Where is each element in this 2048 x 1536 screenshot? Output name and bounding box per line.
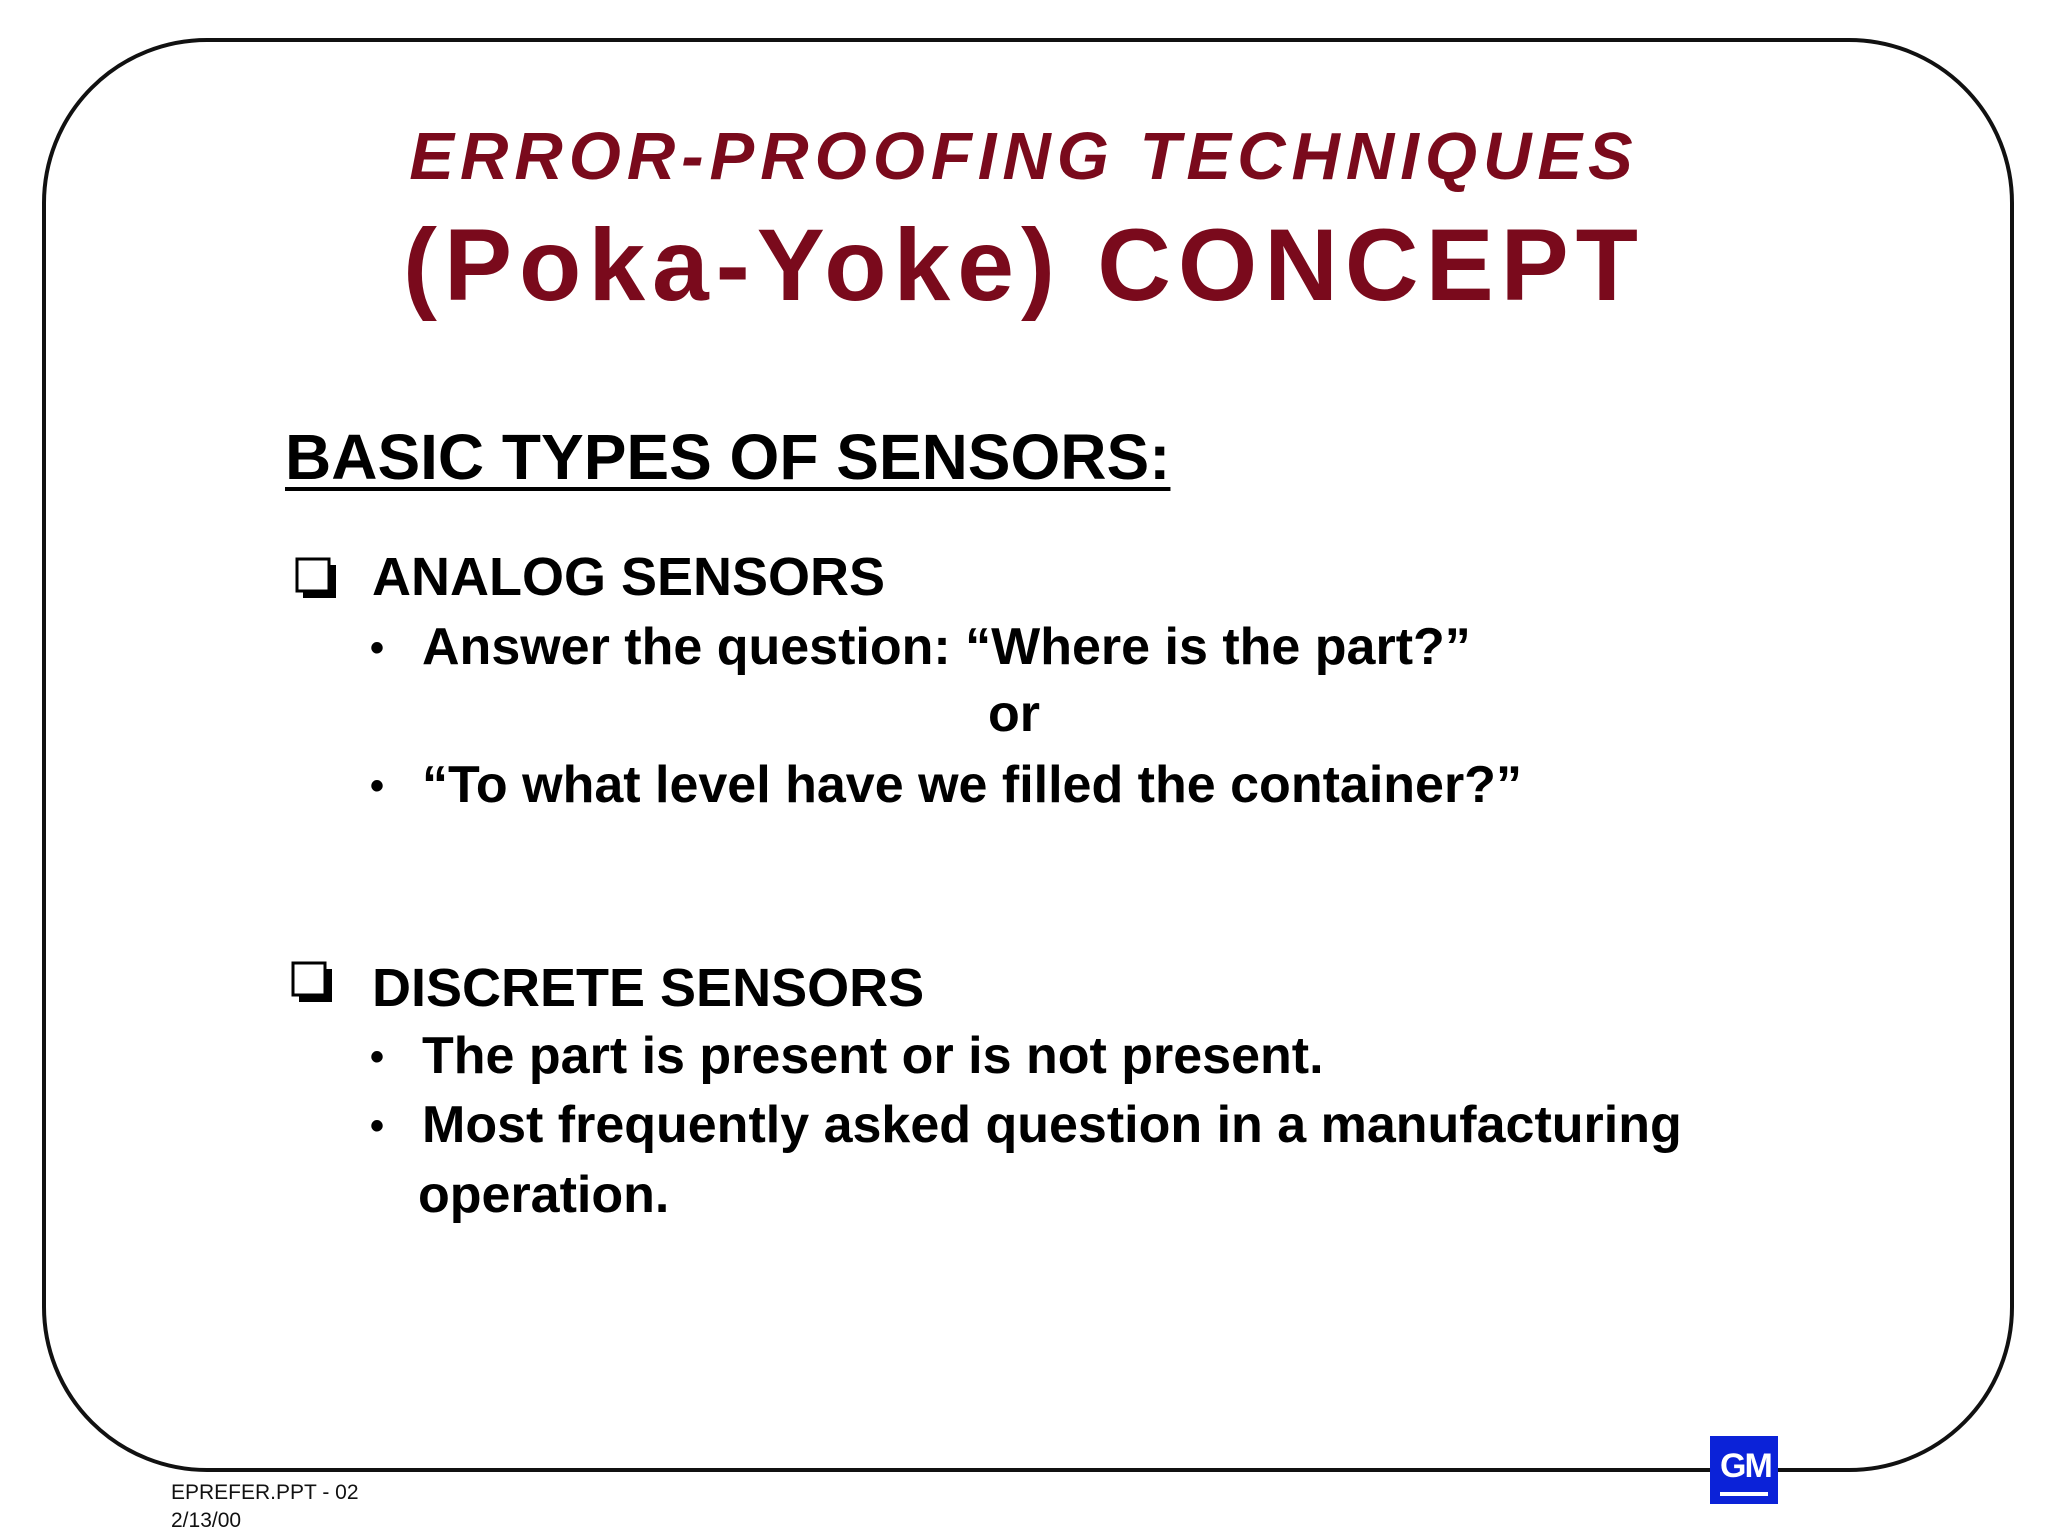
slide-title-line2: (Poka-Yoke) CONCEPT: [403, 208, 1645, 322]
list-item: “To what level have we filled the container?”: [422, 756, 1522, 814]
gm-logo-text: GM: [1720, 1444, 1768, 1496]
footer-file: EPREFER.PPT - 02: [171, 1481, 359, 1504]
footer: [171, 1479, 359, 1535]
checkbox-shadow-icon: [291, 961, 333, 1003]
bullet-icon: •: [370, 626, 385, 670]
footer-date: 2/13/00: [171, 1509, 242, 1532]
separator-or: or: [988, 685, 1040, 743]
category-label-analog: ANALOG SENSORS: [372, 547, 886, 607]
bullet-icon: •: [370, 764, 385, 808]
gm-logo: [1710, 1436, 1778, 1504]
category-label-discrete: DISCRETE SENSORS: [372, 958, 925, 1018]
list-item: Answer the question: “Where is the part?”: [422, 618, 1471, 676]
list-item: The part is present or is not present.: [422, 1027, 1324, 1085]
list-item: Most frequently asked question in a manufacturing: [422, 1096, 1682, 1154]
list-item-continuation: operation.: [418, 1166, 670, 1224]
slide-title-line1: ERROR-PROOFING TECHNIQUES: [409, 119, 1639, 194]
bullet-icon: •: [370, 1104, 385, 1148]
section-heading: BASIC TYPES OF SENSORS:: [285, 421, 1171, 493]
checkbox-shadow-icon: [295, 557, 337, 599]
bullet-icon: •: [370, 1035, 385, 1079]
